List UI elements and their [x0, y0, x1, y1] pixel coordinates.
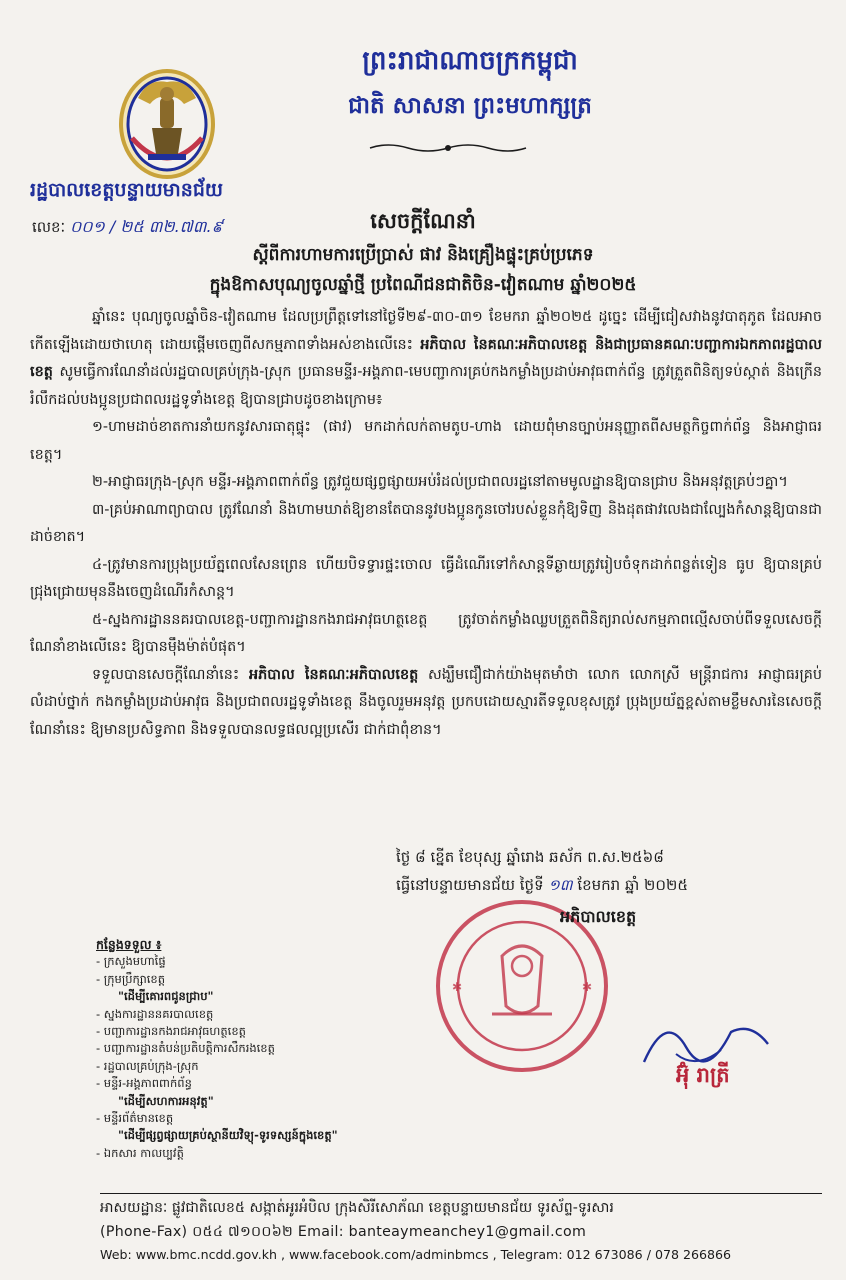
signer-name: អ៊ុំ រាត្រី	[676, 1063, 730, 1087]
recipients-heading: កន្លែងទទួល ៖	[96, 937, 162, 952]
recipient-item: - ស្នងការដ្ឋាននគរបាលខេត្ត	[96, 1006, 214, 1021]
subject-line-1: ស្ដីពីការហាមការប្រើប្រាស់ ផាវ និងគ្រឿងផ្ទុះគ្រប់ប្រភេទ	[252, 245, 594, 265]
ornament-divider	[368, 142, 528, 154]
recipient-item: - បញ្ជាការដ្ឋានកងរាជអាវុធហត្ថខេត្ត	[96, 1024, 246, 1039]
issue-date-prefix: ធ្វើនៅបន្ទាយមានជ័យ ថ្ងៃទី	[396, 876, 544, 894]
provincial-emblem-logo	[118, 68, 216, 180]
recipient-item: - បញ្ជាការដ្ឋានតំបន់ប្រតិបត្តិការសឹករងខេត្ត	[96, 1041, 275, 1056]
document-body	[30, 304, 822, 744]
recipient-item: - មន្ទីរព័ត៌មានខេត្ត	[96, 1111, 174, 1126]
svg-text:✱: ✱	[452, 980, 463, 994]
issue-date-day: ១៣	[548, 876, 573, 894]
closing-bold-authority: អភិបាល នៃគណៈអភិបាលខេត្ត	[249, 666, 419, 683]
closing-text-b: សង្ឃឹមជឿជាក់យ៉ាងមុតមាំថា លោក លោកស្រី មន្ត្រីរាជការ អាជ្ញាធរគ្រប់លំដាប់ថ្នាក់ កងកម្លាំងប្រដាប់អាវុធ និងប្រជាពលរដ្ឋទូទាំងខេត្ត នឹងចូលរួមអនុវត្ត ប្រកបដោយស្មារតីទទួលខុសត្រូវ ប្រុងប្រយ័ត្នខ្ពស់តាមខ្លឹមសារនៃសេចក្ដីណែនាំនេះ ឱ្យមានប្រសិទ្ធភាព និងទទួលបានលទ្ធផលល្អប្រសើរ ជាក់ជាពុំខាន។	[30, 666, 822, 738]
recipient-item: - ក្រុមប្រឹក្សាខេត្ត	[96, 971, 166, 986]
recipient-note: "ដើម្បីគោរពជូនជ្រាប"	[118, 989, 214, 1004]
issuing-authority: រដ្ឋបាលខេត្តបន្ទាយមានជ័យ	[30, 179, 223, 201]
footer-web-links: Web: www.bmc.ncdd.gov.kh , www.facebook.com/adminbmcs , Telegram: 012 673086 / 078 266866	[100, 1247, 732, 1262]
kingdom-heading: ព្រះរាជាណាចក្រកម្ពុជា	[362, 46, 578, 76]
reference-label: លេខៈ	[32, 218, 66, 236]
recipient-item: - រដ្ឋបាលគ្រប់ក្រុង-ស្រុក	[96, 1058, 199, 1073]
instruction-item-1: ១-ហាមដាច់ខាតការនាំយកនូវសារធាតុផ្ទុះ (ផាវ) មកដាក់លក់តាមតូប-ហាង ដោយពុំមានច្បាប់អនុញ្ញាតពីសមត្ថកិច្ចពាក់ព័ន្ធ និងអាជ្ញាធរខេត្ត។	[30, 419, 822, 463]
footer-phone-email: (Phone-Fax) ០៥៤ ៧១០០៦២ Email: banteaymeanchey1@gmail.com	[100, 1224, 587, 1240]
intro-bold-authority: អភិបាល នៃគណៈអភិបាលខេត្ត និងជាប្រធានគណៈបញ្ជាការឯកភាពរដ្ឋបាលខេត្ត	[30, 336, 822, 380]
instruction-item-4: ៤-ត្រូវមានការប្រុងប្រយ័ត្នពេលសែនព្រេន ហើយបិទទ្វារផ្ទះចោល ធ្វើដំណើរទៅកំសាន្តទីឆ្ងាយត្រូវរៀបចំទុកដាក់ពន្លត់ទៀន ធូប ឱ្យបានគ្រប់ជ្រុងជ្រោយមុននឹងចេញដំណើរកំសាន្ត។	[30, 556, 822, 600]
instruction-item-2: ២-អាជ្ញាធរក្រុង-ស្រុក មន្ទីរ-អង្គភាពពាក់ព័ន្ធ ត្រូវជួយផ្សព្វផ្សាយអប់រំដល់ប្រជាពលរដ្ឋនៅតាមមូលដ្ឋានឱ្យបានជ្រាប និងអនុវត្តគ្រប់ៗគ្នា។	[92, 474, 788, 490]
svg-text:✱: ✱	[582, 980, 593, 994]
recipients-list	[96, 936, 476, 1162]
recipient-item: - ក្រសួងមហាផ្ទៃ	[96, 954, 166, 969]
issue-date-month-year: ខែមករា ឆ្នាំ ២០២៥	[577, 876, 688, 894]
footer-divider	[100, 1193, 822, 1194]
closing-paragraph	[30, 662, 822, 745]
subject-line-2: ក្នុងឱកាសបុណ្យចូលឆ្នាំថ្មី ប្រពៃណីជនជាតិចិន-វៀតណាម ឆ្នាំ២០២៥	[209, 275, 637, 295]
national-motto: ជាតិ សាសនា ព្រះមហាក្សត្រ	[348, 92, 592, 119]
recipient-note: "ដើម្បីសហការអនុវត្ត"	[118, 1093, 214, 1108]
recipient-item: - ឯកសារ កាលប្បវត្តិ	[96, 1145, 184, 1160]
intro-paragraph	[30, 304, 822, 414]
governor-title: អភិបាលខេត្ត	[560, 907, 637, 926]
issue-date	[396, 876, 688, 898]
instruction-item-3: ៣-គ្រប់អាណាព្យាបាល ត្រូវណែនាំ និងហាមឃាត់ឱ្យខានតែបាននូវបងប្អូនកូនចៅរបស់ខ្លួនកុំឱ្យទិញ និងដុតផាវលេងជាល្បែងកំសាន្តឱ្យបានជាដាច់ខាត។	[30, 501, 822, 545]
intro-text-b: សូមធ្វើការណែនាំដល់រដ្ឋបាលគ្រប់ក្រុង-ស្រុក ប្រធានមន្ទីរ-អង្គភាព-មេបញ្ជាការគ្រប់កងកម្លាំងប្រដាប់អាវុធពាក់ព័ន្ធ ត្រូវត្រួតពិនិត្យទប់ស្កាត់ និងក្រើនរំលឹកដល់បងប្អូនប្រជាពលរដ្ឋទូទាំងខេត្ត ឱ្យបានជ្រាបដូចខាងក្រោម៖	[30, 364, 823, 408]
recipient-note: "ដើម្បីផ្សព្វផ្សាយគ្រប់ស្ថានីយវិទ្យុ-ទូរទស្សន៍ក្នុងខេត្ត"	[118, 1128, 338, 1143]
reference-value: ០០១ / ២៥ ៣២.៧៣.៩	[69, 217, 223, 236]
recipient-item: - មន្ទីរ-អង្គភាពពាក់ព័ន្ធ	[96, 1076, 192, 1091]
intro-text-a: ឆ្នាំនេះ បុណ្យចូលឆ្នាំចិន-វៀតណាម ដែលប្រព្រឹត្តទៅនៅថ្ងៃទី២៩-៣០-៣១ ខែមករា ឆ្នាំ២០២៥ ដូច្នេះ ដើម្បីជៀសវាងនូវបាតុភូត ដែលអាចកើតឡើងដោយថាហេតុ ដោយផ្ដើមចេញពីសកម្មភាពទាំងអស់ខាងលើនេះ	[30, 309, 822, 353]
instruction-item-5: ៥-ស្នងការដ្ឋាននគរបាលខេត្ត-បញ្ជាការដ្ឋានកងរាជអាវុធហត្ថខេត្ត ត្រូវចាត់កម្លាំងឈ្លបត្រួតពិនិត្យរាល់សកម្មភាពល្មើសចាប់ពីទទួលសេចក្ដីណែនាំខាងលើនេះ ឱ្យបានម៉ឹងម៉ាត់បំផុត។	[30, 611, 822, 655]
closing-text-a: ទទួលបានសេចក្ដីណែនាំនេះ	[92, 666, 240, 683]
lunar-date: ថ្ងៃ ៨ ខ្នើត ខែបុស្ស ឆ្នាំរោង ឆស័ក ព.ស.២៥៦៨	[396, 848, 664, 866]
footer-address: អាសយដ្ឋានៈ ផ្លូវជាតិលេខ៥ សង្កាត់អូរអំបិល ក្រុងសិរីសោភ័ណ ខេត្តបន្ទាយមានជ័យ ទូរស័ព្ទ-ទូរសារ	[100, 1200, 614, 1216]
document-title: សេចក្ដីណែនាំ	[370, 209, 476, 233]
